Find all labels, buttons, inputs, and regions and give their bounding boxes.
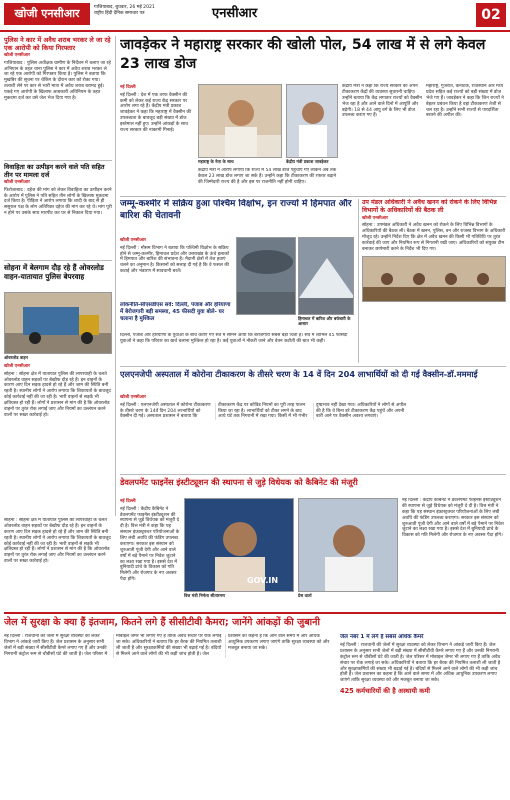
hospital-body bbox=[120, 394, 506, 472]
newspaper-logo: खोजी एनसीआर bbox=[4, 3, 90, 25]
divider bbox=[120, 366, 506, 367]
byline: खोजी एनसीआर bbox=[4, 364, 30, 369]
subheadline: 425 कर्मचारियों की है अस्थायी कमी bbox=[340, 687, 430, 696]
lead-col-1 bbox=[120, 84, 194, 194]
weather-headline-block bbox=[120, 199, 354, 235]
weather-body bbox=[120, 237, 232, 301]
meeting-image bbox=[363, 257, 506, 302]
meeting-photo bbox=[362, 256, 506, 302]
story-body: केंद्रीय मंत्री ने कहा कि राज्य सरकार को अपने टीकाकरण केंद्रों की व्यवस्था सुधारनी चाहिए। उन्होंने बताया कि केंद्र लगातार राज्यों को वैक्सीन भेज रहा है और आने वाले दिनों में आपूर्ति और बढ़ेगी। 18 से 44 आयु वर्ग के लिए भी डोज उपलब्ध कराए गए हैं। bbox=[342, 84, 422, 119]
story-body: गाजियाबाद : पुलिस अधीक्षक ग्रामीण के निर्देशन में चलाए जा रहे अभियान के तहत थाना पुलिस ने कार में अवैध शराब भरकर ले जा रहे एक आरोपी को गिरफ्तार किया है। पुलिस ने बताया कि मुखबिर की सूचना पर चेकिंग के दौरान कार को रोका गया। तलाशी लेने पर कार से भारी मात्रा में अवैध शराब बरामद हुई। पकड़े गए आरोपी के खिलाफ आबकारी अधिनियम के तहत मुकदमा दर्ज कर उसे जेल भेज दिया गया है। bbox=[4, 60, 111, 101]
cabinet-body-left bbox=[120, 498, 180, 608]
story-body: नई दिल्ली : एलएनजेपी अस्पताल में कोरोना टीकाकरण के तीसरे चरण के 14वें दिन 204 लाभार्थियों को वैक्सीन दी गई। अस्पताल प्रशासन ने बताया कि टीकाकरण केंद्र पर कोविड नियमों का पूरी तरह पालन किया जा रहा है। लाभार्थियों को टीका लगने के बाद आधे घंटे तक निगरानी में रखा गया। किसी में भी गंभीर दुष्प्रभाव नहीं देखा गया। अधिकारियों ने लोगों से अपील की है कि वे बिना डरे टीकाकरण केंद्र पहुंचें और अपनी बारी आने पर वैक्सीन अवश्य लगवाएं। bbox=[120, 402, 407, 420]
story-body: सोहना : उपमंडल अधिकारी ने अवैध खनन को रोकने के लिए विभिन्न विभागों के अधिकारियों की बैठक ली। बैठक में खनन, पुलिस, वन और राजस्व विभाग के अधिकारी मौजूद रहे। उन्होंने निर्देश दिए कि क्षेत्र में अवैध खनन की किसी भी गतिविधि पर तुरंत कार्रवाई की जाए और नियमित रूप से निगरानी रखी जाए। अधिकारियों को संयुक्त टीम बनाकर छापेमारी करने के निर्देश भी दिए गए। bbox=[362, 223, 506, 252]
headline: विवाहिता का उत्पीड़न करने वाले पति सहित तीन पर मामला दर्ज bbox=[4, 163, 105, 179]
subheadline: जेल नंबर 1 में लगे हैं सबसे अधिक कैमरे bbox=[340, 634, 424, 640]
survey-body bbox=[120, 333, 354, 363]
finance-minister-photo bbox=[185, 499, 294, 592]
headline: सोहना में बेलगाम दौड़ रहे हैं ओवरलोड वाहन-यातायात पुलिस बेपरवाह bbox=[4, 263, 104, 281]
photo-caption: केंद्रीय मंत्री प्रकाश जावड़ेकर bbox=[286, 159, 329, 164]
story-overload bbox=[4, 363, 112, 515]
press-briefing-photo bbox=[299, 499, 398, 592]
story-body: केंद्रीय मंत्री ने आरोप लगाया कि राज्य में 54 लाख डोज पहुंचाए गए लेकिन अब तक केवल 23 लाख डोज लगाए जा सके हैं। उन्होंने कहा कि टीकाकरण की रफ्तार बढ़ाने की जिम्मेदारी राज्य की है और इस पर राजनीति नहीं होनी चाहिए। bbox=[198, 168, 337, 185]
story-body: नई दिल्ली : केंद्रीय कैबिनेट ने डेवलपमेंट फाइनेंस इंस्टीट्यूशन की स्थापना से जुड़े विधेयक को मंजूरी दे दी है। वित्त मंत्री ने कहा कि यह संस्थान इंफ्रास्ट्रक्चर परियोजनाओं के लिए लंबी अवधि की फंडिंग उपलब्ध कराएगा। सरकार इस संस्थान को शुरुआती पूंजी देगी और आने वाले वर्षों में बड़े पैमाने पर निवेश जुटाने का लक्ष्य रखा गया है। इससे देश में बुनियादी ढांचे के विकास को गति मिलेगी और रोजगार के नए अवसर पैदा होंगे। bbox=[402, 498, 504, 539]
truck-image bbox=[5, 293, 112, 354]
cabinet-headline-block bbox=[120, 477, 506, 497]
divider bbox=[4, 160, 112, 161]
photo-caption: महाराष्ट्र के नेता के साथ bbox=[198, 159, 234, 164]
photo-caption: ओवरलोड वाहन bbox=[4, 355, 28, 360]
headline: जेल में सुरक्षा के क्या हैं इंतजाम, कितने लगे हैं सीसीटीवी कैमरा; जानेंगे आंकड़ों की जुबानी bbox=[4, 617, 320, 628]
cabinet-photo-1 bbox=[184, 498, 294, 592]
byline: खोजी एनसीआर bbox=[4, 53, 30, 58]
lead-col-3 bbox=[342, 84, 422, 194]
byline: खोजी एनसीआर bbox=[4, 180, 30, 185]
edition-text: राष्ट्रीय हिंदी दैनिक समाचार पत्र bbox=[94, 11, 145, 17]
hospital-headline-block bbox=[120, 369, 506, 393]
story-body: नई दिल्ली : केंद्रीय कैबिनेट ने डेवलपमेंट फाइनेंस इंस्टीट्यूशन की स्थापना से जुड़े विधेयक को मंजूरी दे दी है। वित्त मंत्री ने कहा कि यह संस्थान इंफ्रास्ट्रक्चर परियोजनाओं के लिए लंबी अवधि की फंडिंग उपलब्ध कराएगा। सरकार इस संस्थान को शुरुआती पूंजी देगी और आने वाले वर्षों में बड़े पैमाने पर निवेश जुटाने का लक्ष्य रखा गया है। इससे देश में बुनियादी ढांचे के विकास को गति मिलेगी और रोजगार के नए अवसर पैदा होंगे। bbox=[120, 506, 180, 583]
page-number: 02 bbox=[476, 3, 506, 27]
story-body: नई दिल्ली : देश में एक तरफ वैक्सीन की कमी को लेकर कई राज्य केंद्र सरकार पर आरोप लगा रहे हैं। केंद्रीय मंत्री प्रकाश जावड़ेकर ने कहा कि महाराष्ट्र में वैक्सीन की उपलब्धता के बावजूद बड़ी संख्या में डोज इस्तेमाल नहीं हुए। उन्होंने आंकड़ों के साथ राज्य सरकार की नाकामी गिनाई। bbox=[120, 92, 192, 133]
byline: नई दिल्ली bbox=[120, 499, 136, 504]
date-text: गाजियाबाद, बुधवार, 26 मई 2021 bbox=[94, 5, 155, 10]
gov-sign-text: GOV.IN bbox=[247, 576, 279, 585]
headline: जम्मू-कश्मीर में सक्रिय हुआ पश्चिम विक्षोभ, इन राज्यों में हिमपात और बारिश की चेतावनी bbox=[120, 199, 352, 221]
mountain-snow-image bbox=[299, 238, 354, 315]
truck-photo bbox=[4, 292, 112, 354]
lead-photo-1 bbox=[198, 84, 282, 158]
photo-caption: हिमाचल में बारिश और बर्फबारी के आसार bbox=[298, 316, 351, 327]
dateline bbox=[94, 5, 155, 18]
byline: खोजी एनसीआर bbox=[120, 395, 146, 400]
photo-caption: प्रेस वार्ता bbox=[298, 593, 312, 598]
photo-caption: वित्त मंत्री निर्मला सीतारमण bbox=[184, 593, 226, 598]
bottom-side bbox=[340, 634, 506, 796]
story-body: नई दिल्ली : मौसम विभाग ने बताया कि पश्चिमी विक्षोभ के सक्रिय होने से जम्मू-कश्मीर, हिमाचल प्रदेश और उत्तराखंड के ऊंचे इलाकों में हिमपात और बारिश की संभावना है। मैदानी क्षेत्रों में तेज हवाएं चलने का अनुमान है। किसानों को सलाह दी गई है कि वे फसल की कटाई और भंडारण में सावधानी बरतें। bbox=[120, 245, 230, 275]
headline: डेवलपमेंट फाइनेंस इंस्टीट्यूशन की स्थापना से जुड़े विधेयक को कैबिनेट की मंजूरी bbox=[120, 477, 358, 487]
rain-clouds-image bbox=[237, 238, 296, 315]
column-rule bbox=[115, 36, 116, 516]
story-body: फिरोजाबाद : दहेज की मांग को लेकर विवाहिता का उत्पीड़न करने के आरोप में पुलिस ने पति सहित तीन लोगों के खिलाफ मुकदमा दर्ज किया है। पीड़िता ने आरोप लगाया कि शादी के बाद से ही ससुराल पक्ष के लोग अतिरिक्त दहेज की मांग कर रहे थे। मांग पूरी न होने पर उसके साथ मारपीट कर घर से निकाल दिया गया। bbox=[4, 187, 112, 217]
minister-photo bbox=[287, 85, 338, 158]
headline: पुलिस ने कार में अवैध शराब भरकर ले जा रहे एक आरोपी को किया गिरफ्तार bbox=[4, 36, 111, 52]
byline: खोजी एनसीआर bbox=[362, 215, 388, 221]
bottom-divider bbox=[4, 612, 506, 614]
story-overload-head bbox=[4, 263, 112, 291]
story-liquor-arrest bbox=[4, 36, 112, 158]
byline: नई दिल्ली bbox=[120, 85, 136, 90]
divider bbox=[120, 196, 506, 197]
lead-headline-block bbox=[120, 36, 506, 82]
weather-photo-2 bbox=[298, 237, 354, 315]
leader-photo bbox=[199, 85, 282, 158]
story-body: दिल्ली, पंजाब और हरियाणा के युवाओं के बीच कराए गए सर्वे में सामने आया कि बेरोजगारी सबसे बड़ी चिंता है। सर्वे में शामिल 45 फीसदी युवाओं ने कहा कि परिवार का खर्च चलाना मुश्किल हो रहा है। कई युवाओं ने नौकरी जाने और वेतन कटौती की बात भी कही। bbox=[120, 333, 348, 344]
story-body: सोहना : सोहना क्षेत्र में यातायात पुलिस की लापरवाही के चलते ओवरलोड वाहन सड़कों पर बेखौफ दौड़ रहे हैं। इन वाहनों के कारण आए दिन सड़क हादसे हो रहे हैं और जाम की स्थिति बनी रहती है। स्थानीय लोगों ने आरोप लगाया कि शिकायतों के बावजूद कोई कार्रवाई नहीं की जा रही है। भारी वाहनों से सड़कें भी क्षतिग्रस्त हो रही हैं। लोगों ने प्रशासन से मांग की है कि ओवरलोड वाहनों पर तुरंत रोक लगाई जाए और नियमों का उल्लंघन करने वालों पर सख्त कार्रवाई हो। bbox=[4, 518, 111, 565]
story-overload-continued bbox=[4, 518, 112, 608]
lead-col-4 bbox=[426, 84, 506, 194]
story-mining-meeting bbox=[362, 199, 506, 363]
story-body: नई दिल्ली : राजधानी की जेलों में सुरक्षा व्यवस्था को लेकर विभाग ने आंकड़े जारी किए हैं। जेल प्रशासन के अनुसार सभी जेलों में बड़ी संख्या में सीसीटीवी कैमरे लगाए गए हैं और उनकी निगरानी कंट्रोल रूम से चौबीसों घंटे की जाती है। जेल परिसर में मोबाइल जैमर भी लगाए गए हैं ताकि अवैध संचार पर रोक लगाई जा सके। अधिकारियों ने बताया कि हर बैरक की नियमित तलाशी ली जाती है और सुरक्षाकर्मियों की संख्या भी बढ़ाई गई है। बंदियों से मिलने आने वाले लोगों की भी कड़ी जांच होती है। जेल प्रशासन का कहना है कि आने वाले समय में और अधिक आधुनिक उपकरण लगाए जाएंगे ताकि सुरक्षा व्यवस्था को और मजबूत बनाया जा सके। bbox=[340, 643, 501, 684]
weather-subhead-block bbox=[120, 302, 232, 332]
lead-headline: जावड़ेकर ने महाराष्ट्र सरकार की खोली पोल, 54 लाख में से लगे केवल 23 लाख डोज bbox=[120, 37, 486, 72]
lead-photo-2 bbox=[286, 84, 338, 158]
column-rule bbox=[358, 199, 359, 363]
headline: एलएनजेपी अस्पताल में कोरोना टीकाकरण के तीसरे चरण के 14 वें दिन 204 लाभार्थियों को दी गई वैक्सीन-डॉ.मममाई bbox=[120, 369, 478, 379]
weather-photo-1 bbox=[236, 237, 296, 315]
headline: उप मंडल अधिकारी ने अवैध खनन को रोकने के लिए विभिन्न विभागों के अधिकारियों की बैठक ली bbox=[362, 199, 497, 214]
story-body: सोहना : सोहना क्षेत्र में यातायात पुलिस की लापरवाही के चलते ओवरलोड वाहन सड़कों पर बेखौफ दौड़ रहे हैं। इन वाहनों के कारण आए दिन सड़क हादसे हो रहे हैं और जाम की स्थिति बनी रहती है। स्थानीय लोगों ने आरोप लगाया कि शिकायतों के बावजूद कोई कार्रवाई नहीं की जा रही है। भारी वाहनों से सड़कें भी क्षतिग्रस्त हो रही हैं। लोगों ने प्रशासन से मांग की है कि ओवरलोड वाहनों पर तुरंत रोक लगाई जाए और नियमों का उल्लंघन करने वालों पर सख्त कार्रवाई हो। bbox=[4, 371, 111, 418]
lead-col-2 bbox=[198, 168, 338, 194]
bottom-headline-block bbox=[4, 616, 506, 632]
masthead bbox=[0, 0, 510, 32]
bottom-body bbox=[4, 634, 334, 796]
divider bbox=[4, 260, 112, 261]
story-body: नई दिल्ली : राजधानी की जेलों में सुरक्षा व्यवस्था को लेकर विभाग ने आंकड़े जारी किए हैं। जेल प्रशासन के अनुसार सभी जेलों में बड़ी संख्या में सीसीटीवी कैमरे लगाए गए हैं और उनकी निगरानी कंट्रोल रूम से चौबीसों घंटे की जाती है। जेल परिसर में मोबाइल जैमर भी लगाए गए हैं ताकि अवैध संचार पर रोक लगाई जा सके। अधिकारियों ने बताया कि हर बैरक की नियमित तलाशी ली जाती है और सुरक्षाकर्मियों की संख्या भी बढ़ाई गई है। बंदियों से मिलने आने वाले लोगों की भी कड़ी जांच होती है। जेल प्रशासन का कहना है कि आने वाले समय में और अधिक आधुनिक उपकरण लगाए जाएंगे ताकि सुरक्षा व्यवस्था को और मजबूत बनाया जा सके। bbox=[4, 634, 330, 657]
cabinet-photo-2 bbox=[298, 498, 398, 592]
section-name: एनसीआर bbox=[212, 6, 258, 21]
story-harassment bbox=[4, 163, 112, 258]
divider bbox=[120, 474, 506, 475]
subheadline: लोकनीति-सीएसडीएस सर्वे: दिल्ली, पंजाब और हरियाणा में बेरोजगारी बड़ी समस्या, 45 फीसदी युवा बोले- घर चलाना है मुश्किल bbox=[120, 302, 231, 322]
cabinet-body-right bbox=[402, 498, 506, 608]
byline: खोजी एनसीआर bbox=[120, 238, 146, 243]
story-body: महाराष्ट्र, गुजरात, कर्नाटक, राजस्थान और मध्य प्रदेश सहित कई राज्यों को बड़ी संख्या में डोज भेजे गए हैं। जावड़ेकर ने कहा कि जिन राज्यों ने बेहतर प्रबंधन किया है वहां टीकाकरण तेजी से चल रहा है। उन्होंने सभी राज्यों से पारदर्शिता बरतने की अपील की। bbox=[426, 84, 504, 119]
